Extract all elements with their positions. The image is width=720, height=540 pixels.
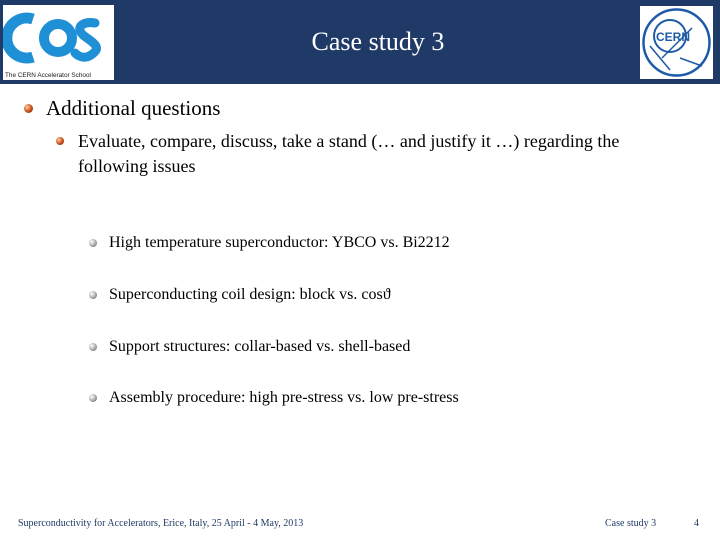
- bullet-icon: [24, 104, 33, 113]
- section-subheading: Evaluate, compare, discuss, take a stand (… and justify it …) regarding the following issues: [78, 131, 620, 176]
- issue-item: Assembly procedure: high pre-stress vs. low pre-stress: [109, 389, 459, 406]
- bullet-icon: [56, 137, 64, 145]
- header-bar: [0, 0, 720, 84]
- bullet-icon: [89, 291, 97, 299]
- cern-logo-icon: [640, 6, 713, 79]
- footer-title: Case study 3: [605, 518, 657, 529]
- cas-tagline: The CERN Accelerator School: [5, 72, 91, 79]
- issue-item: Superconducting coil design: block vs. cosϑ: [109, 286, 391, 303]
- bullet-icon: [89, 394, 97, 402]
- issue-item: High temperature superconductor: YBCO vs. Bi2212: [109, 234, 450, 251]
- footer-event: Superconductivity for Accelerators, Erice, Italy, 25 April - 4 May, 2013: [18, 518, 304, 529]
- slide-title: Case study 3: [311, 27, 445, 56]
- cas-logo: [3, 5, 114, 80]
- cern-logo: [640, 6, 713, 79]
- issue-item: Support structures: collar-based vs. shell-based: [109, 338, 411, 355]
- cas-logo-icon: [3, 5, 114, 69]
- bullet-icon: [89, 239, 97, 247]
- cern-logo-text: CERN: [655, 30, 691, 44]
- bullet-icon: [89, 343, 97, 351]
- slide-number: 4: [694, 518, 699, 529]
- section-heading: Additional questions: [46, 96, 221, 120]
